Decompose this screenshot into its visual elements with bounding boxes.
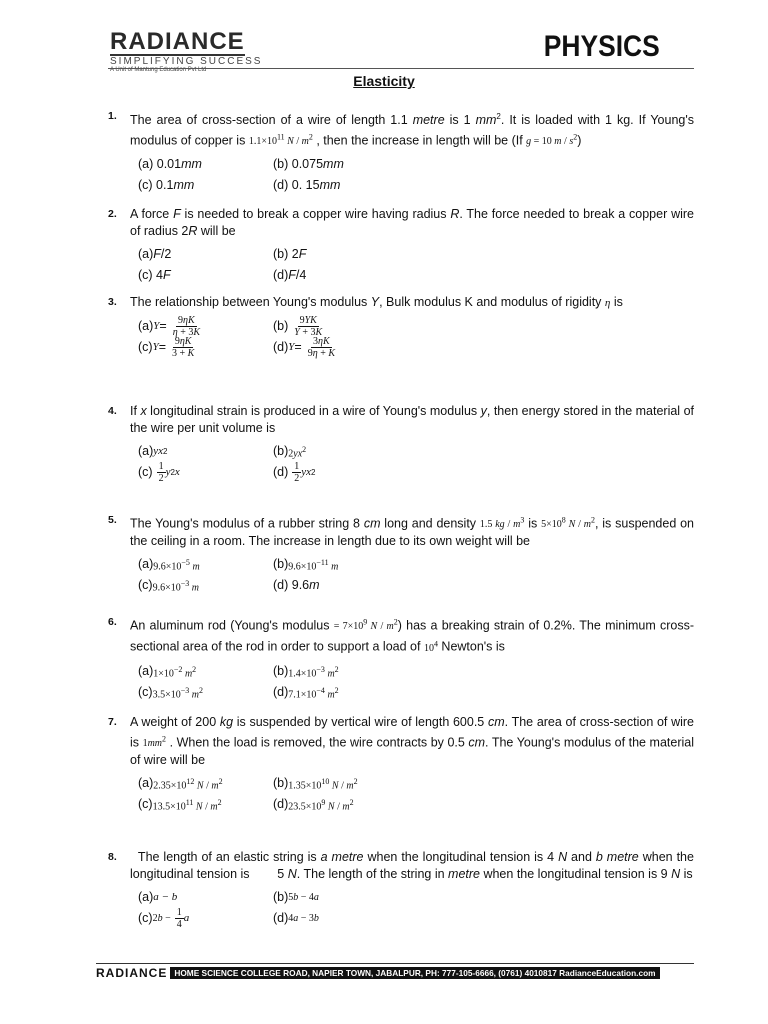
option-d: (d) $23.5\times 10^9$ N / $m^2$ (273, 797, 354, 813)
option-a: (a) a − b (138, 890, 178, 904)
option-d: (d) 4a − 3b (273, 911, 319, 925)
logo-subline: A Unit of Mantung Education Pvt Ltd (110, 67, 207, 73)
option-b: (b) $1.35\times 10^{10}$ N / $m^2$ (273, 776, 358, 792)
option-c: (c) 0.1 mm (138, 178, 195, 193)
answer-options (138, 887, 694, 929)
option-d: (d) $7.1\times 10^{-4}$ $m^2$ (273, 684, 339, 700)
question-number: 1. (108, 110, 117, 122)
option-a: (a) $9.6\times 10^{-5}$ m (138, 557, 200, 573)
option-a: (a) $1\times 10^{-2}$ $m^2$ (138, 663, 197, 679)
option-a: (a) 0.01 mm (138, 157, 202, 172)
option-c: (c) 4 F (138, 268, 171, 282)
question-text: The length of an elastic string is a metre when the longitudinal tension is 4 N and b metre when the longitudinal tension is 5 N. The length of the string in metre when the longitudinal tension is 9 N is (130, 850, 694, 881)
logo-tagline: SIMPLIFYING SUCCESS (110, 56, 263, 67)
option-b: (b) 2 F (273, 247, 307, 261)
answer-options (138, 773, 694, 815)
question-7 (108, 714, 694, 815)
logo-wordmark: RADIANCE (110, 28, 245, 55)
option-b: (b) 0.075 mm (273, 157, 344, 172)
option-c: (c) 2b − $\frac{1}{4}$ a (138, 907, 190, 930)
option-c: (c) $\frac{1}{2}$ y 2 x (138, 461, 180, 484)
question-text: The relationship between Young's modulus Y, Bulk modulus K and modulus of rigidity η is (130, 295, 623, 309)
option-b: (b) $9.6\times 10^{-11}$ m (273, 557, 339, 573)
question-2 (108, 206, 694, 286)
question-number: 6. (108, 616, 117, 628)
question-number: 7. (108, 716, 117, 728)
option-b: (b) $\frac{9YK}{Y + 3K}$ (273, 315, 323, 338)
option-a: (a) $2.35\times 10^{12}$ N / $m^2$ (138, 776, 223, 792)
question-text: If x longitudinal strain is produced in a wire of Young's modulus y, then energy stored in the material of the wire per unit volume is (130, 404, 694, 435)
option-a: (a) F /2 (138, 247, 172, 261)
question-number: 2. (108, 208, 117, 220)
answer-options (138, 154, 694, 196)
option-b: (b) $2yx^2$ (273, 444, 307, 460)
question-3 (108, 294, 694, 358)
question-6 (108, 614, 694, 703)
question-number: 8. (108, 851, 117, 863)
question-number: 3. (108, 296, 117, 308)
question-number: 4. (108, 405, 117, 417)
option-c: (c) $9.6\times 10^{-3}$ m (138, 578, 199, 594)
option-c: (c) $13.5\times 10^{11}$ N / $m^2$ (138, 797, 222, 813)
footer (96, 967, 676, 979)
topic-heading: Elasticity (353, 73, 415, 89)
footer-divider (96, 963, 694, 964)
option-d: (d) F /4 (273, 268, 307, 282)
question-text: The Young's modulus of a rubber string 8 cm long and density 1.5 kg / $m^3$ is $5\times 10^8$ N / $m^2$, is suspended on the ceiling in a room. The increase in length due to its own weight will be (130, 516, 695, 549)
option-a: (a) yx 2 (138, 444, 168, 458)
question-8 (108, 849, 694, 929)
question-4 (108, 403, 694, 483)
header-divider (108, 68, 694, 69)
answer-options (138, 316, 694, 358)
answer-options (138, 661, 694, 703)
option-b: (b) $1.4\times 10^{-3}$ $m^2$ (273, 663, 339, 679)
question-text: A weight of 200 kg is suspended by vertical wire of length 600.5 cm. The area of cross-section of wire is $1mm^2$ . When the load is removed, the wire contracts by 0.5 cm. The Young's modulus of the material of wire will be (130, 715, 695, 768)
question-text: The area of cross-section of a wire of length 1.1 metre is 1 $mm^2$. It is loaded with 1 kg. If Young's modulus of copper is $1.1\times 10^{11}$ N / $m^2$ , then the increase in length will be (If g = 10 m / $s^2$) (130, 112, 694, 148)
answer-options (138, 441, 694, 483)
footer-logo: RADIANCE (96, 966, 168, 980)
option-a: (a) Y = $\frac{9\eta K}{\eta + 3K}$ (138, 315, 200, 338)
option-d: (d) Y = $\frac{3\eta K}{9\eta + K}$ (273, 336, 335, 359)
footer-address: HOME SCIENCE COLLEGE ROAD, NAPIER TOWN, JABALPUR, PH: 777-105-6666, (0761) 4010817 RadianceEducation.com (170, 967, 659, 979)
question-5 (108, 512, 694, 596)
answer-options (138, 244, 694, 286)
answer-options (138, 554, 694, 596)
option-d: (d) 0. 15 mm (273, 178, 341, 193)
question-number: 5. (108, 514, 117, 526)
option-d: (d) 9.6 m (273, 578, 320, 593)
question-text: An aluminum rod (Young's modulus = $7\times 10^9$ N / $m^2$) has a breaking strain of 0.2%. The minimum cross-sectional area of the rod in order to support a load of $10^4$ Newton's is (130, 618, 695, 654)
option-c: (c) $3.5\times 10^{-3}$ $m^2$ (138, 684, 203, 700)
option-c: (c) Y = $\frac{9\eta K}{3 + K}$ (138, 336, 195, 359)
question-1 (108, 108, 694, 196)
question-text: A force F is needed to break a copper wire having radius R. The force needed to break a copper wire of radius 2R will be (130, 207, 694, 238)
option-b: (b) 5b − 4a (273, 890, 319, 904)
subject-title: PHYSICS (544, 30, 660, 63)
option-d: (d) $\frac{1}{2}$ yx 2 (273, 461, 316, 484)
